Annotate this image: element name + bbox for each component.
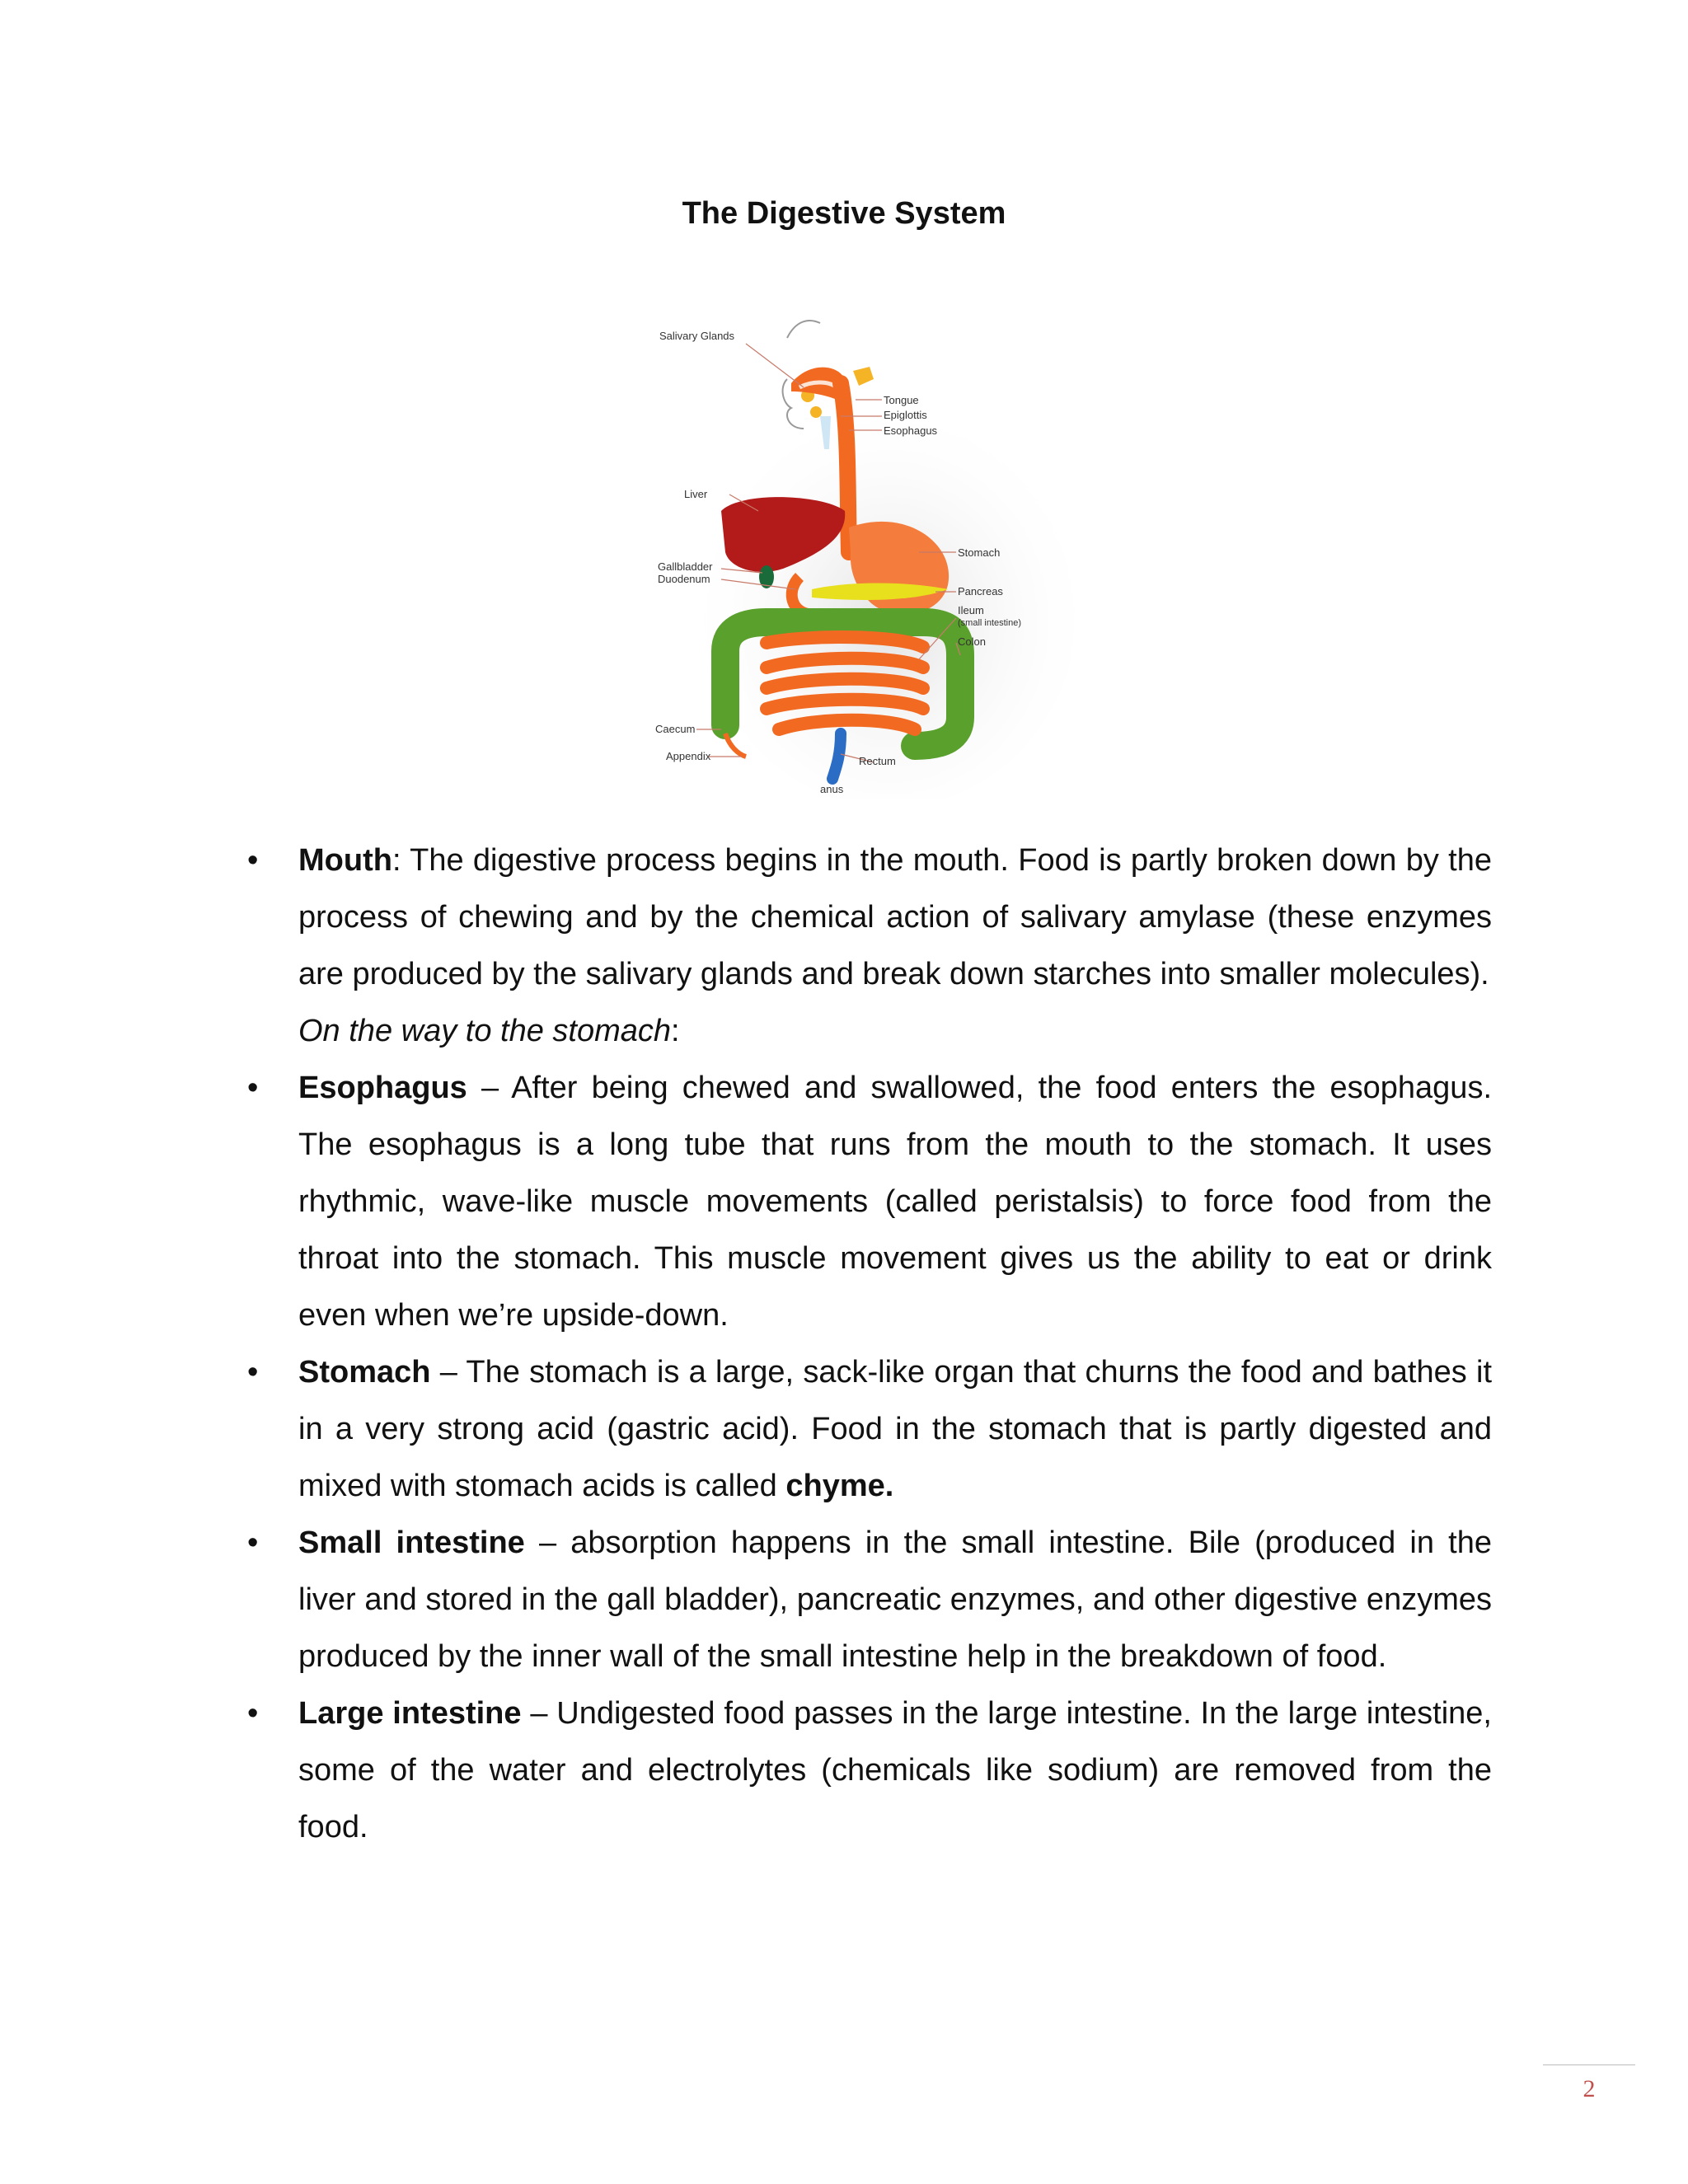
term-mouth: Mouth: [298, 843, 392, 878]
bullet: •: [247, 1071, 259, 1105]
subheading-text: On the way to the stomach: [298, 1014, 672, 1048]
bullet: •: [247, 1526, 259, 1560]
label-esophagus: Esophagus: [884, 424, 938, 437]
small-intestine-text: – absorption happens in the small intestine. Bile (produced in the liver and stored in the gall bladder), pancreatic enzymes, and other digestive enzymes produced by the inner wall of the small intestine help in the breakdown of food.: [298, 1526, 1492, 1674]
digestive-system-diagram: [643, 305, 1088, 799]
salivary-gland-shape: [810, 406, 822, 418]
label-anus: anus: [820, 783, 844, 795]
esophagus-text: – After being chewed and swallowed, the food enters the esophagus. The esophagus is a long tube that runs from the mouth to the stomach. It uses rhythmic, wave-like muscle movements (called peristalsis) to force food from the throat into the stomach. This muscle movement gives us the ability to eat or drink even when we’re upside-down.: [298, 1071, 1492, 1333]
label-ileum-sub: (small intestine): [958, 618, 1022, 628]
label-ileum: Ileum: [958, 604, 984, 616]
term-large-intestine: Large intestine: [298, 1696, 522, 1731]
bullet: •: [247, 843, 259, 878]
large-intestine-text: – Undigested food passes in the large intestine. In the large intestine, some of the water and electrolytes (chemicals like sodium) are removed from the food.: [298, 1696, 1492, 1844]
list-item-stomach: [247, 1344, 1492, 1515]
label-salivary-glands: Salivary Glands: [659, 330, 735, 342]
subheading-on-the-way: [247, 1003, 1492, 1060]
subheading-colon: :: [671, 1014, 680, 1048]
appendix-shape: [725, 733, 746, 757]
label-tongue: Tongue: [884, 394, 919, 406]
page-number: 2: [1543, 2064, 1635, 2103]
list-item-mouth: [247, 832, 1492, 1003]
label-pancreas: Pancreas: [958, 585, 1003, 598]
term-small-intestine: Small intestine: [298, 1526, 525, 1560]
salivary-gland-shape: [853, 367, 874, 386]
label-epiglottis: Epiglottis: [884, 409, 927, 421]
label-duodenum: Duodenum: [658, 573, 710, 585]
label-gallbladder: Gallbladder: [658, 560, 713, 573]
label-rectum: Rectum: [859, 755, 896, 767]
stomach-text: – The stomach is a large, sack-like organ that churns the food and bathes it in a very strong acid (gastric acid). Food in the stomach that is partly digested and mixed with stomach acids is called: [298, 1355, 1492, 1503]
label-liver: Liver: [684, 488, 708, 500]
mouth-text: : The digestive process begins in the mouth. Food is partly broken down by the process of chewing and by the chemical action of salivary amylase (these enzymes are produced by the salivary glands and break down starches into smaller molecules).: [298, 843, 1492, 991]
bullet: •: [247, 1355, 259, 1390]
label-stomach: Stomach: [958, 546, 1001, 559]
label-caecum: Caecum: [655, 723, 696, 735]
term-stomach: Stomach: [298, 1355, 431, 1390]
list-item-esophagus: [247, 1060, 1492, 1344]
label-colon: Colon: [958, 635, 986, 648]
bullet: •: [247, 1696, 259, 1731]
head-outline: [787, 321, 820, 338]
page-title: The Digestive System: [682, 196, 1006, 231]
term-esophagus: Esophagus: [298, 1071, 467, 1105]
label-appendix: Appendix: [666, 750, 711, 762]
list-item-small-intestine: [247, 1515, 1492, 1685]
document-body: [247, 832, 1492, 1856]
digestive-diagram-svg: [643, 305, 1088, 799]
list-item-large-intestine: [247, 1685, 1492, 1856]
term-chyme: chyme.: [785, 1469, 894, 1503]
